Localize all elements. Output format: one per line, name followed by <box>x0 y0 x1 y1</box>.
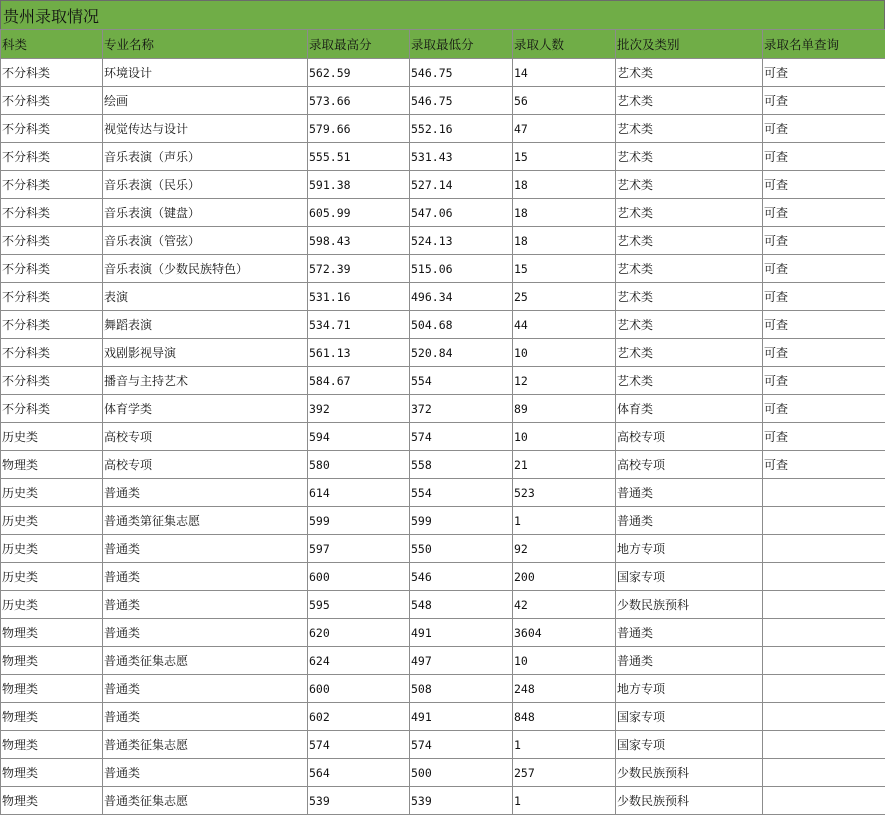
cell-min-score[interactable]: 491 <box>410 703 513 731</box>
cell-category[interactable]: 不分科类 <box>1 255 103 283</box>
cell-query[interactable] <box>763 535 885 563</box>
cell-min-score[interactable]: 554 <box>410 479 513 507</box>
table-row <box>1 283 885 311</box>
table-row <box>1 507 885 535</box>
cell-query[interactable] <box>763 563 885 591</box>
cell-min-score[interactable]: 552.16 <box>410 115 513 143</box>
cell-category[interactable]: 历史类 <box>1 563 103 591</box>
cell-max-score[interactable]: 595 <box>308 591 410 619</box>
cell-max-score[interactable]: 534.71 <box>308 311 410 339</box>
table-row <box>1 619 885 647</box>
cell-category[interactable]: 历史类 <box>1 507 103 535</box>
cell-count[interactable]: 18 <box>513 199 616 227</box>
cell-batch[interactable]: 国家专项 <box>616 703 763 731</box>
cell-min-score[interactable]: 574 <box>410 731 513 759</box>
cell-category[interactable]: 历史类 <box>1 423 103 451</box>
cell-major[interactable]: 普通类第征集志愿 <box>103 507 308 535</box>
cell-count[interactable]: 10 <box>513 423 616 451</box>
table-row <box>1 171 885 199</box>
cell-major[interactable]: 普通类征集志愿 <box>103 647 308 675</box>
cell-major[interactable]: 普通类 <box>103 563 308 591</box>
cell-max-score[interactable]: 574 <box>308 731 410 759</box>
cell-batch[interactable]: 艺术类 <box>616 171 763 199</box>
cell-max-score[interactable]: 555.51 <box>308 143 410 171</box>
table-row <box>1 535 885 563</box>
cell-count[interactable]: 1 <box>513 731 616 759</box>
cell-count[interactable]: 18 <box>513 227 616 255</box>
cell-batch[interactable]: 地方专项 <box>616 675 763 703</box>
cell-query[interactable]: 可查 <box>763 423 885 451</box>
cell-max-score[interactable]: 598.43 <box>308 227 410 255</box>
cell-min-score[interactable]: 508 <box>410 675 513 703</box>
admission-table <box>0 29 885 815</box>
cell-min-score[interactable]: 547.06 <box>410 199 513 227</box>
cell-max-score[interactable]: 564 <box>308 759 410 787</box>
cell-query[interactable] <box>763 507 885 535</box>
table-row <box>1 395 885 423</box>
cell-query[interactable]: 可查 <box>763 199 885 227</box>
cell-query[interactable]: 可查 <box>763 143 885 171</box>
cell-count[interactable]: 89 <box>513 395 616 423</box>
cell-major[interactable]: 视觉传达与设计 <box>103 115 308 143</box>
cell-query[interactable] <box>763 675 885 703</box>
header-batch[interactable]: 批次及类别 <box>616 30 763 59</box>
cell-count[interactable]: 248 <box>513 675 616 703</box>
cell-count[interactable]: 1 <box>513 507 616 535</box>
cell-major[interactable]: 音乐表演（民乐） <box>103 171 308 199</box>
cell-batch[interactable]: 艺术类 <box>616 311 763 339</box>
cell-min-score[interactable]: 546.75 <box>410 59 513 87</box>
cell-min-score[interactable]: 546.75 <box>410 87 513 115</box>
cell-query[interactable] <box>763 619 885 647</box>
cell-major[interactable]: 普通类 <box>103 479 308 507</box>
cell-count[interactable]: 47 <box>513 115 616 143</box>
cell-batch[interactable]: 艺术类 <box>616 87 763 115</box>
cell-batch[interactable]: 艺术类 <box>616 283 763 311</box>
table-row <box>1 59 885 87</box>
cell-query[interactable]: 可查 <box>763 59 885 87</box>
cell-count[interactable]: 15 <box>513 255 616 283</box>
header-max-score[interactable]: 录取最高分 <box>308 30 410 59</box>
cell-count[interactable]: 848 <box>513 703 616 731</box>
cell-category[interactable]: 历史类 <box>1 479 103 507</box>
cell-min-score[interactable]: 527.14 <box>410 171 513 199</box>
cell-min-score[interactable]: 372 <box>410 395 513 423</box>
cell-batch[interactable]: 少数民族预科 <box>616 759 763 787</box>
cell-category[interactable]: 不分科类 <box>1 199 103 227</box>
cell-major[interactable]: 普通类征集志愿 <box>103 731 308 759</box>
cell-query[interactable]: 可查 <box>763 255 885 283</box>
cell-max-score[interactable]: 594 <box>308 423 410 451</box>
cell-batch[interactable]: 艺术类 <box>616 59 763 87</box>
cell-query[interactable] <box>763 759 885 787</box>
cell-max-score[interactable]: 584.67 <box>308 367 410 395</box>
cell-batch[interactable]: 普通类 <box>616 619 763 647</box>
cell-max-score[interactable]: 539 <box>308 787 410 815</box>
cell-batch[interactable]: 艺术类 <box>616 367 763 395</box>
cell-count[interactable]: 10 <box>513 339 616 367</box>
cell-category[interactable]: 不分科类 <box>1 115 103 143</box>
cell-major[interactable]: 音乐表演（管弦） <box>103 227 308 255</box>
cell-min-score[interactable]: 550 <box>410 535 513 563</box>
cell-major[interactable]: 表演 <box>103 283 308 311</box>
cell-count[interactable]: 56 <box>513 87 616 115</box>
cell-count[interactable]: 18 <box>513 171 616 199</box>
cell-batch[interactable]: 艺术类 <box>616 227 763 255</box>
cell-category[interactable]: 不分科类 <box>1 395 103 423</box>
cell-min-score[interactable]: 515.06 <box>410 255 513 283</box>
cell-major[interactable]: 普通类 <box>103 759 308 787</box>
cell-batch[interactable]: 国家专项 <box>616 563 763 591</box>
cell-batch[interactable]: 地方专项 <box>616 535 763 563</box>
cell-query[interactable]: 可查 <box>763 171 885 199</box>
table-row <box>1 675 885 703</box>
cell-batch[interactable]: 体育类 <box>616 395 763 423</box>
cell-max-score[interactable]: 562.59 <box>308 59 410 87</box>
cell-max-score[interactable]: 573.66 <box>308 87 410 115</box>
cell-max-score[interactable]: 597 <box>308 535 410 563</box>
table-row <box>1 143 885 171</box>
cell-count[interactable]: 257 <box>513 759 616 787</box>
cell-max-score[interactable]: 572.39 <box>308 255 410 283</box>
table-row <box>1 703 885 731</box>
header-count[interactable]: 录取人数 <box>513 30 616 59</box>
cell-category[interactable]: 物理类 <box>1 451 103 479</box>
cell-count[interactable]: 1 <box>513 787 616 815</box>
cell-min-score[interactable]: 574 <box>410 423 513 451</box>
table-row <box>1 367 885 395</box>
cell-batch[interactable]: 高校专项 <box>616 451 763 479</box>
cell-max-score[interactable]: 614 <box>308 479 410 507</box>
cell-query[interactable]: 可查 <box>763 395 885 423</box>
cell-min-score[interactable]: 524.13 <box>410 227 513 255</box>
table-row <box>1 563 885 591</box>
cell-count[interactable]: 3604 <box>513 619 616 647</box>
cell-major[interactable]: 戏剧影视导演 <box>103 339 308 367</box>
cell-major[interactable]: 舞蹈表演 <box>103 311 308 339</box>
cell-max-score[interactable]: 561.13 <box>308 339 410 367</box>
cell-category[interactable]: 物理类 <box>1 759 103 787</box>
cell-min-score[interactable]: 531.43 <box>410 143 513 171</box>
table-row <box>1 87 885 115</box>
cell-batch[interactable]: 艺术类 <box>616 115 763 143</box>
cell-category[interactable]: 物理类 <box>1 703 103 731</box>
cell-category[interactable]: 不分科类 <box>1 227 103 255</box>
cell-min-score[interactable]: 554 <box>410 367 513 395</box>
table-row <box>1 255 885 283</box>
cell-major[interactable]: 绘画 <box>103 87 308 115</box>
cell-category[interactable]: 物理类 <box>1 647 103 675</box>
cell-category[interactable]: 历史类 <box>1 591 103 619</box>
cell-category[interactable]: 历史类 <box>1 535 103 563</box>
cell-category[interactable]: 不分科类 <box>1 87 103 115</box>
cell-max-score[interactable]: 531.16 <box>308 283 410 311</box>
header-major[interactable]: 专业名称 <box>103 30 308 59</box>
header-row <box>1 30 885 59</box>
cell-count[interactable]: 523 <box>513 479 616 507</box>
cell-category[interactable]: 物理类 <box>1 619 103 647</box>
table-row <box>1 199 885 227</box>
cell-count[interactable]: 21 <box>513 451 616 479</box>
cell-query[interactable]: 可查 <box>763 283 885 311</box>
cell-max-score[interactable]: 580 <box>308 451 410 479</box>
cell-major[interactable]: 普通类 <box>103 675 308 703</box>
cell-min-score[interactable]: 546 <box>410 563 513 591</box>
cell-query[interactable] <box>763 591 885 619</box>
cell-major[interactable]: 音乐表演（键盘） <box>103 199 308 227</box>
cell-major[interactable]: 体育学类 <box>103 395 308 423</box>
cell-query[interactable] <box>763 731 885 759</box>
cell-batch[interactable]: 艺术类 <box>616 255 763 283</box>
cell-query[interactable]: 可查 <box>763 115 885 143</box>
cell-max-score[interactable]: 392 <box>308 395 410 423</box>
cell-min-score[interactable]: 500 <box>410 759 513 787</box>
sheet-title: 贵州录取情况 <box>3 6 100 26</box>
cell-max-score[interactable]: 579.66 <box>308 115 410 143</box>
cell-query[interactable]: 可查 <box>763 311 885 339</box>
cell-batch[interactable]: 普通类 <box>616 479 763 507</box>
cell-query[interactable] <box>763 647 885 675</box>
cell-count[interactable]: 12 <box>513 367 616 395</box>
cell-batch[interactable]: 高校专项 <box>616 423 763 451</box>
cell-count[interactable]: 42 <box>513 591 616 619</box>
cell-count[interactable]: 92 <box>513 535 616 563</box>
table-row <box>1 647 885 675</box>
table-row <box>1 227 885 255</box>
cell-major[interactable]: 普通类征集志愿 <box>103 787 308 815</box>
table-row <box>1 759 885 787</box>
table-row <box>1 731 885 759</box>
cell-min-score[interactable]: 599 <box>410 507 513 535</box>
cell-count[interactable]: 10 <box>513 647 616 675</box>
cell-batch[interactable]: 少数民族预科 <box>616 591 763 619</box>
cell-major[interactable]: 音乐表演（声乐） <box>103 143 308 171</box>
cell-min-score[interactable]: 520.84 <box>410 339 513 367</box>
cell-category[interactable]: 物理类 <box>1 787 103 815</box>
cell-major[interactable]: 普通类 <box>103 619 308 647</box>
cell-max-score[interactable]: 600 <box>308 563 410 591</box>
cell-major[interactable]: 普通类 <box>103 535 308 563</box>
cell-major[interactable]: 高校专项 <box>103 451 308 479</box>
cell-major[interactable]: 环境设计 <box>103 59 308 87</box>
cell-batch[interactable]: 艺术类 <box>616 199 763 227</box>
cell-max-score[interactable]: 600 <box>308 675 410 703</box>
header-min-score[interactable]: 录取最低分 <box>410 30 513 59</box>
cell-max-score[interactable]: 602 <box>308 703 410 731</box>
cell-query[interactable] <box>763 703 885 731</box>
table-row <box>1 451 885 479</box>
cell-category[interactable]: 不分科类 <box>1 311 103 339</box>
cell-min-score[interactable]: 496.34 <box>410 283 513 311</box>
cell-min-score[interactable]: 491 <box>410 619 513 647</box>
cell-category[interactable]: 不分科类 <box>1 171 103 199</box>
cell-query[interactable]: 可查 <box>763 87 885 115</box>
cell-query[interactable] <box>763 479 885 507</box>
cell-count[interactable]: 15 <box>513 143 616 171</box>
cell-max-score[interactable]: 620 <box>308 619 410 647</box>
cell-category[interactable]: 不分科类 <box>1 59 103 87</box>
cell-category[interactable]: 不分科类 <box>1 283 103 311</box>
cell-min-score[interactable]: 558 <box>410 451 513 479</box>
cell-query[interactable]: 可查 <box>763 227 885 255</box>
sheet-title-bar <box>0 0 885 29</box>
header-category[interactable]: 科类 <box>1 30 103 59</box>
cell-max-score[interactable]: 624 <box>308 647 410 675</box>
cell-category[interactable]: 物理类 <box>1 675 103 703</box>
cell-min-score[interactable]: 539 <box>410 787 513 815</box>
cell-query[interactable]: 可查 <box>763 451 885 479</box>
cell-max-score[interactable]: 599 <box>308 507 410 535</box>
table-row <box>1 115 885 143</box>
table-row <box>1 787 885 815</box>
cell-min-score[interactable]: 504.68 <box>410 311 513 339</box>
table-row <box>1 311 885 339</box>
cell-category[interactable]: 不分科类 <box>1 143 103 171</box>
cell-category[interactable]: 不分科类 <box>1 339 103 367</box>
cell-category[interactable]: 物理类 <box>1 731 103 759</box>
header-query[interactable]: 录取名单查询 <box>763 30 885 59</box>
cell-count[interactable]: 25 <box>513 283 616 311</box>
cell-batch[interactable]: 艺术类 <box>616 143 763 171</box>
cell-query[interactable]: 可查 <box>763 367 885 395</box>
table-row <box>1 591 885 619</box>
table-row <box>1 423 885 451</box>
cell-major[interactable]: 高校专项 <box>103 423 308 451</box>
cell-major[interactable]: 普通类 <box>103 703 308 731</box>
cell-count[interactable]: 44 <box>513 311 616 339</box>
cell-count[interactable]: 200 <box>513 563 616 591</box>
cell-query[interactable]: 可查 <box>763 339 885 367</box>
table-row <box>1 339 885 367</box>
cell-count[interactable]: 14 <box>513 59 616 87</box>
cell-major[interactable]: 播音与主持艺术 <box>103 367 308 395</box>
cell-batch[interactable]: 普通类 <box>616 647 763 675</box>
cell-query[interactable] <box>763 787 885 815</box>
cell-max-score[interactable]: 591.38 <box>308 171 410 199</box>
cell-max-score[interactable]: 605.99 <box>308 199 410 227</box>
cell-category[interactable]: 不分科类 <box>1 367 103 395</box>
table-row <box>1 479 885 507</box>
cell-min-score[interactable]: 497 <box>410 647 513 675</box>
cell-batch[interactable]: 普通类 <box>616 507 763 535</box>
cell-batch[interactable]: 少数民族预科 <box>616 787 763 815</box>
cell-min-score[interactable]: 548 <box>410 591 513 619</box>
cell-major[interactable]: 音乐表演（少数民族特色） <box>103 255 308 283</box>
cell-major[interactable]: 普通类 <box>103 591 308 619</box>
cell-batch[interactable]: 艺术类 <box>616 339 763 367</box>
cell-batch[interactable]: 国家专项 <box>616 731 763 759</box>
